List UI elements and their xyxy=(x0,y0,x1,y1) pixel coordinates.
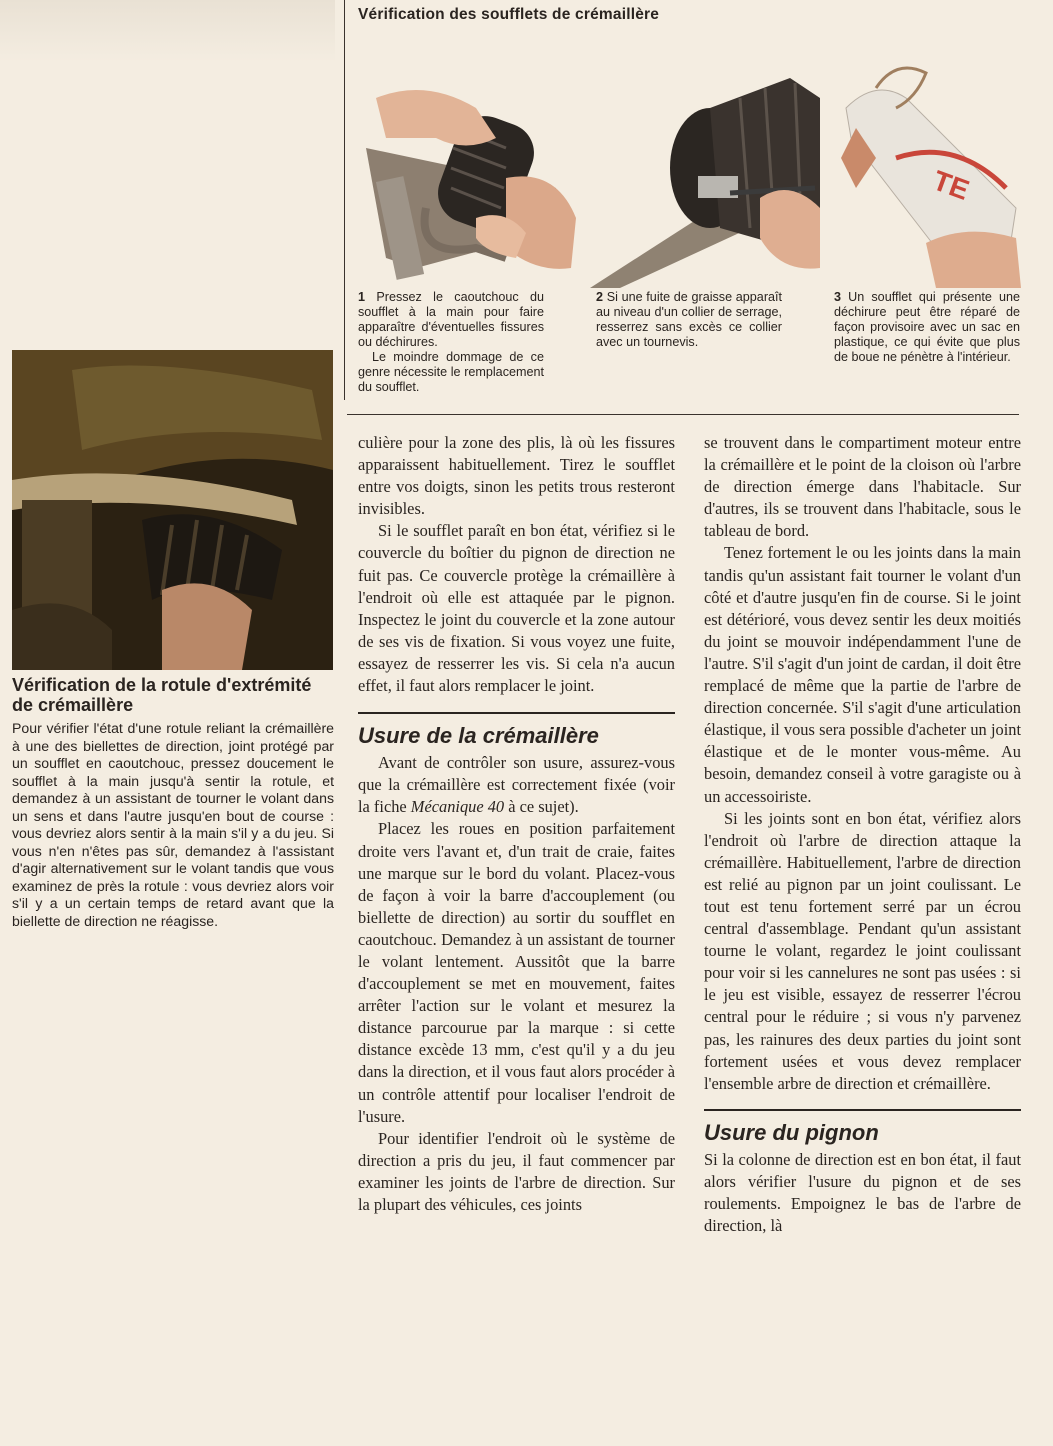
paragraph: Pour identifier l'endroit où le système de direction a pris du jeu, il faut commencer par examiner les joints de l'arbre de direction. Sur la plupart des véhicules, ces joints xyxy=(358,1128,675,1214)
reference-link-text: Mécanique 40 xyxy=(410,797,505,817)
section-heading-rack-wear: Usure de la crémaillère xyxy=(358,712,675,752)
section-rule xyxy=(347,414,1019,415)
illustration-tighten-clamp xyxy=(590,58,820,288)
caption-number: 3 xyxy=(834,290,842,304)
caption-1 xyxy=(358,290,544,395)
sidebar-title: Vérification de la rotule d'extrémité de crémaillère xyxy=(12,675,312,715)
illustration-plastic-bag xyxy=(836,58,1026,288)
caption-number: 2 xyxy=(596,290,604,304)
paragraph: Avant de contrôler son usure, assurez-vous que la crémaillère est correctement fixée (voir la fiche Mécanique 40 à ce sujet). xyxy=(358,753,675,817)
caption-number: 1 xyxy=(358,290,366,304)
section-heading-pinion-wear: Usure du pignon xyxy=(704,1109,1021,1149)
caption-3 xyxy=(834,290,1020,365)
header-band xyxy=(0,0,335,62)
caption-text: Pressez le caoutchouc du soufflet à la main pour faire apparaître d'éventuelles fissures ou déchirures. xyxy=(358,290,545,349)
paragraph: Si les joints sont en bon état, vérifiez alors l'endroit où l'arbre de direction attaque la crémaillère. Habituellement, l'arbre de direction est relié au pignon par un joint coulissant. Le tout est tenu fortement serré par un écrou central d'assemblage. Pendant qu'un assistant tourne le volant, regardez le joint coulissant pour voir si les cannelures ne sont pas usées : si le jeu est visible, essayez de resserrer l'écrou central pour le réduire ; si vous n'y parvenez pas, les rainures des deux parties du joint sont fortement usées et vous devez remplacer l'ensemble arbre de direction et crémaillère. xyxy=(704,808,1021,1093)
caption-text: Un soufflet qui présente une déchirure peut être réparé de façon provisoire avec un sac en plastique, ce qui évite que plus de boue ne pénètre à l'intérieur. xyxy=(834,290,1020,364)
paragraph: Tenez fortement le ou les joints dans la main tandis qu'un assistant fait tourner le volant d'un côté et d'autre jusqu'en fin de course. Si le joint est détérioré, vous devez sentir les deux moitiés du joint se mouvoir indépendamment l'une de l'autre. S'il s'agit d'un joint de cardan, il doit être remplacé de même que la partie de l'arbre de direction concernée. S'il s'agit d'une articulation élastique, il vous sera possible d'acheter un joint élastique et de le monter vous-même. Au besoin, demandez conseil à votre garagiste ou à un accessoiriste. xyxy=(704,543,1021,806)
caption-text-extra: Le moindre dommage de ce genre nécessite le remplacement du soufflet. xyxy=(358,350,544,394)
paragraph: culière pour la zone des plis, là où les fissures apparaissent habituellement. Tirez le soufflet entre vos doigts, sinon les petits trous resteront invisibles. xyxy=(358,433,675,519)
paragraph: se trouvent dans le compartiment moteur entre la crémaillère et le point de la cloison où l'arbre de direction émerge dans l'habitacle. Sur d'autres, ils se trouvent dans l'habitacle, sous le tableau de bord. xyxy=(704,433,1021,541)
caption-2 xyxy=(596,290,782,350)
illustration-press-boot xyxy=(356,58,584,288)
paragraph: Si la colonne de direction est en bon état, il faut alors vérifier l'usure du pignon et de ses roulements. Empoignez le bas de l'arbre de direction, là xyxy=(704,1149,1021,1236)
bag-print-text: TE xyxy=(928,164,974,206)
body-column-2 xyxy=(704,432,1021,1237)
paragraph: Placez les roues en position parfaitement droite vers l'avant et, d'un trait de craie, faites une marque sur le bord du volant. Placez-vous de façon à voir la barre d'accouplement (ou biellette de direction) au sortir du soufflet en caoutchouc. Demandez à un assistant de tourner le volant lentement. Aussitôt que la barre d'accouplement se met en mouvement, faites arrêter l'action sur le volant et mesurez la distance parcourue par la marque : si cette distance excède 13 mm, c'est qu'il y a du jeu dans la direction, et il vous faut alors procéder à un contrôle attentif pour localiser l'endroit de l'usure. xyxy=(358,819,675,1126)
column-divider xyxy=(344,0,345,400)
paragraph: Si le soufflet paraît en bon état, vérifiez si le couvercle du boîtier du pignon de direction ne fuit pas. Ce couvercle protège la crémaillère à l'endroit où elle est attaquée par le pignon. Inspectez le joint du couvercle et la zone autour de ses vis de fixation. Si vous voyez une fuite, essayez de resserrer les vis. Si cela n'a aucun effet, il faut alors remplacer le joint. xyxy=(358,521,675,696)
sidebar-text: Pour vérifier l'état d'une rotule reliant la crémaillère à une des biellettes de direction, joint protégé par un soufflet en caoutchouc, pressez doucement le soufflet à la main jusqu'à sentir la rotule, et demandez à un assistant de tourner le volant dans un sens et dans l'autre jusqu'en bout de course : vous devriez alors sentir à la main s'il y a du jeu. Si vous n'en n'êtes pas sûr, demandez à l'assistant d'agir alternativement sur le volant tandis que vous examinez de près la rotule : vous devriez alors voir s'il y a un certain temps de retard avant que la biellette de direction ne réagisse. xyxy=(12,720,334,929)
figure-title: Vérification des soufflets de crémaillère xyxy=(358,6,660,23)
body-column-1 xyxy=(358,432,675,1216)
photo-steering-rack xyxy=(12,350,333,670)
caption-text: Si une fuite de graisse apparaît au niveau d'un collier de serrage, resserrez sans excès ce collier avec un tournevis. xyxy=(596,290,783,349)
